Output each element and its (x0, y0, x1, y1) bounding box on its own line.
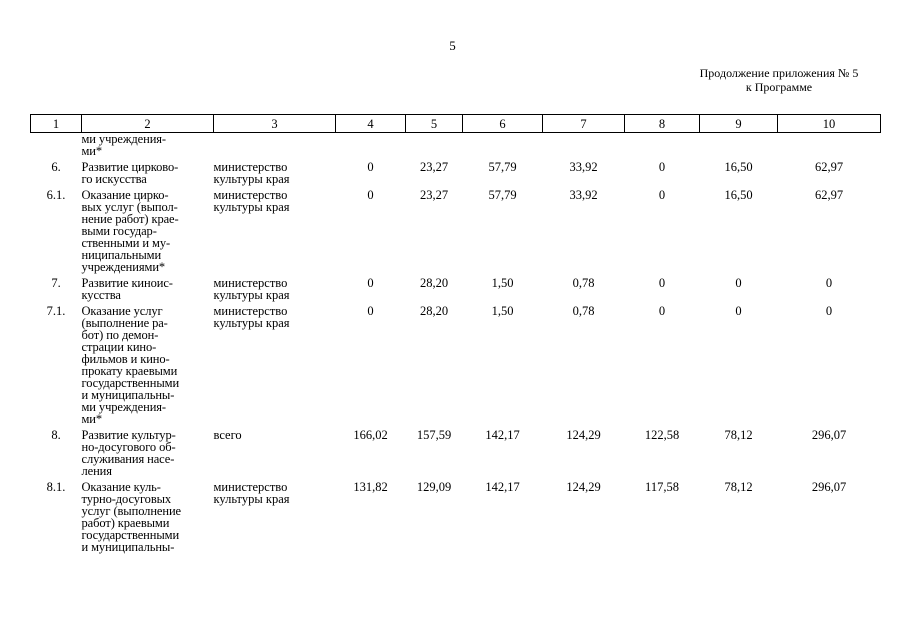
value-col-9: 0 (735, 276, 742, 290)
executor (214, 161, 336, 189)
executor-line: министерство (213, 188, 288, 202)
activity-name-line: ми* (81, 144, 103, 158)
row-number: 8.1. (46, 480, 66, 494)
row-number: 7.1. (46, 304, 66, 318)
value-col-4: 0 (367, 304, 374, 318)
value-col-8: 0 (658, 276, 666, 290)
activity-name-line: служивания насе- (81, 452, 175, 466)
activity-name-line: Развитие культур- (81, 428, 176, 442)
table-row (31, 277, 881, 305)
value-col-10: 0 (825, 276, 833, 290)
value-col-5 (406, 133, 463, 162)
row-number (31, 133, 82, 162)
activity-name (82, 277, 214, 305)
header-cell: 10 (778, 115, 881, 133)
header-cell: 3 (214, 115, 336, 133)
value-col-6: 57,79 (488, 160, 517, 174)
value-col-9: 0 (735, 304, 742, 318)
value-col-10 (778, 133, 881, 162)
activity-name-line: прокату краевыми (81, 364, 178, 378)
value-col-5: 28,20 (419, 304, 449, 318)
activity-name-line: фильмов и кино- (81, 352, 170, 366)
value-col-8: 0 (658, 160, 666, 174)
value-col-10: 62,97 (814, 188, 844, 202)
activity-name (82, 481, 214, 557)
program-table (30, 114, 881, 557)
value-col-4 (336, 133, 406, 162)
page-number: 5 (449, 38, 456, 53)
executor-line: культуры края (213, 200, 290, 214)
value-col-7: 0,78 (572, 276, 595, 290)
table-row (31, 305, 881, 429)
executor-line: министерство (213, 480, 288, 494)
activity-name-line: ления (81, 464, 112, 478)
activity-name-line: Оказание услуг (81, 304, 163, 318)
activity-name-line: ми учреждения- (81, 400, 166, 414)
executor-line: культуры края (213, 492, 290, 506)
value-col-9: 16,50 (724, 188, 753, 202)
appendix-note-line2: к Программе (745, 80, 813, 94)
activity-name-line: государственными (81, 528, 180, 542)
value-col-8: 0 (658, 304, 666, 318)
value-col-9: 78,12 (724, 428, 753, 442)
value-col-7: 33,92 (569, 188, 598, 202)
table-row (31, 161, 881, 189)
value-col-5: 23,27 (419, 188, 449, 202)
activity-name-line: Оказание куль- (81, 480, 161, 494)
value-col-7 (543, 133, 625, 162)
executor (214, 481, 336, 557)
activity-name-line: работ) краевыми (81, 516, 170, 530)
value-col-6: 1,50 (491, 304, 514, 318)
activity-name-line: но-досугового об- (81, 440, 176, 454)
executor-line: культуры края (213, 316, 290, 330)
header-cell: 6 (463, 115, 543, 133)
activity-name-line: бот) по демон- (81, 328, 159, 342)
activity-name-line: ми учреждения- (81, 132, 166, 146)
table-row (31, 133, 881, 162)
value-col-5: 157,59 (416, 428, 452, 442)
header-cell: 9 (700, 115, 778, 133)
value-col-6: 1,50 (491, 276, 514, 290)
executor-line: всего (213, 428, 242, 442)
header-cell: 8 (625, 115, 700, 133)
row-number: 6.1. (46, 188, 66, 202)
activity-name (82, 161, 214, 189)
value-col-4: 0 (367, 160, 374, 174)
appendix-note (680, 66, 878, 94)
value-col-5: 28,20 (419, 276, 449, 290)
activity-name-line: нение работ) крае- (81, 212, 179, 226)
row-number: 7. (51, 276, 61, 290)
value-col-6: 142,17 (485, 428, 520, 442)
value-col-6: 57,79 (488, 188, 517, 202)
activity-name-line: ственными и му- (81, 236, 171, 250)
value-col-9: 16,50 (724, 160, 753, 174)
value-col-5: 129,09 (416, 480, 452, 494)
value-col-4: 166,02 (353, 428, 388, 442)
executor-line: министерство (213, 276, 288, 290)
value-col-8: 0 (658, 188, 666, 202)
appendix-note-line1: Продолжение приложения № 5 (699, 66, 859, 80)
activity-name-line: (выполнение ра- (81, 316, 168, 330)
activity-name-line: Развитие цирково- (81, 160, 179, 174)
table-row (31, 481, 881, 557)
value-col-9 (700, 133, 778, 162)
value-col-7: 124,29 (566, 480, 601, 494)
activity-name (82, 133, 214, 162)
activity-name (82, 429, 214, 481)
table-row (31, 189, 881, 277)
header-cell: 5 (406, 115, 463, 133)
activity-name (82, 305, 214, 429)
executor (214, 277, 336, 305)
activity-name-line: страции кино- (81, 340, 157, 354)
value-col-4: 131,82 (353, 480, 388, 494)
executor (214, 189, 336, 277)
executor-line: культуры края (213, 288, 290, 302)
executor-line: министерство (213, 304, 288, 318)
value-col-4: 0 (367, 188, 374, 202)
value-col-9: 78,12 (724, 480, 753, 494)
executor-line: министерство (213, 160, 288, 174)
header-cell: 7 (543, 115, 625, 133)
activity-name-line: го искусства (81, 172, 147, 186)
value-col-7: 124,29 (566, 428, 601, 442)
activity-name-line: ниципальными (81, 248, 162, 262)
activity-name-line: услуг (выполнение (81, 504, 181, 518)
activity-name (82, 189, 214, 277)
activity-name-line: Развитие киноис- (81, 276, 173, 290)
activity-name-line: выми государ- (81, 224, 157, 238)
value-col-8 (625, 133, 700, 162)
value-col-7: 0,78 (572, 304, 595, 318)
activity-name-line: учреждениями* (81, 260, 166, 274)
executor-line: культуры края (213, 172, 290, 186)
activity-name-line: и муниципальны- (81, 540, 175, 554)
value-col-8: 117,58 (645, 480, 679, 494)
executor (214, 133, 336, 162)
value-col-10: 296,07 (811, 428, 847, 442)
table-row (31, 429, 881, 481)
activity-name-line: государственными (81, 376, 180, 390)
activity-name-line: ми* (81, 412, 103, 426)
value-col-10: 296,07 (811, 480, 847, 494)
row-number: 6. (51, 160, 61, 174)
table-body (31, 133, 881, 558)
activity-name-line: кусства (81, 288, 121, 302)
header-cell: 1 (31, 115, 82, 133)
value-col-10: 62,97 (814, 160, 844, 174)
activity-name-line: и муниципальны- (81, 388, 175, 402)
executor (214, 305, 336, 429)
value-col-10: 0 (825, 304, 833, 318)
value-col-8: 122,58 (644, 428, 680, 442)
header-cell: 2 (82, 115, 214, 133)
activity-name-line: вых услуг (выпол- (81, 200, 178, 214)
value-col-7: 33,92 (569, 160, 598, 174)
executor (214, 429, 336, 481)
activity-name-line: турно-досуговых (81, 492, 172, 506)
value-col-5: 23,27 (419, 160, 449, 174)
activity-name-line: Оказание цирко- (81, 188, 169, 202)
value-col-4: 0 (367, 276, 374, 290)
row-number: 8. (51, 428, 61, 442)
value-col-6 (463, 133, 543, 162)
header-cell: 4 (336, 115, 406, 133)
value-col-6: 142,17 (485, 480, 520, 494)
header-row (31, 115, 881, 133)
